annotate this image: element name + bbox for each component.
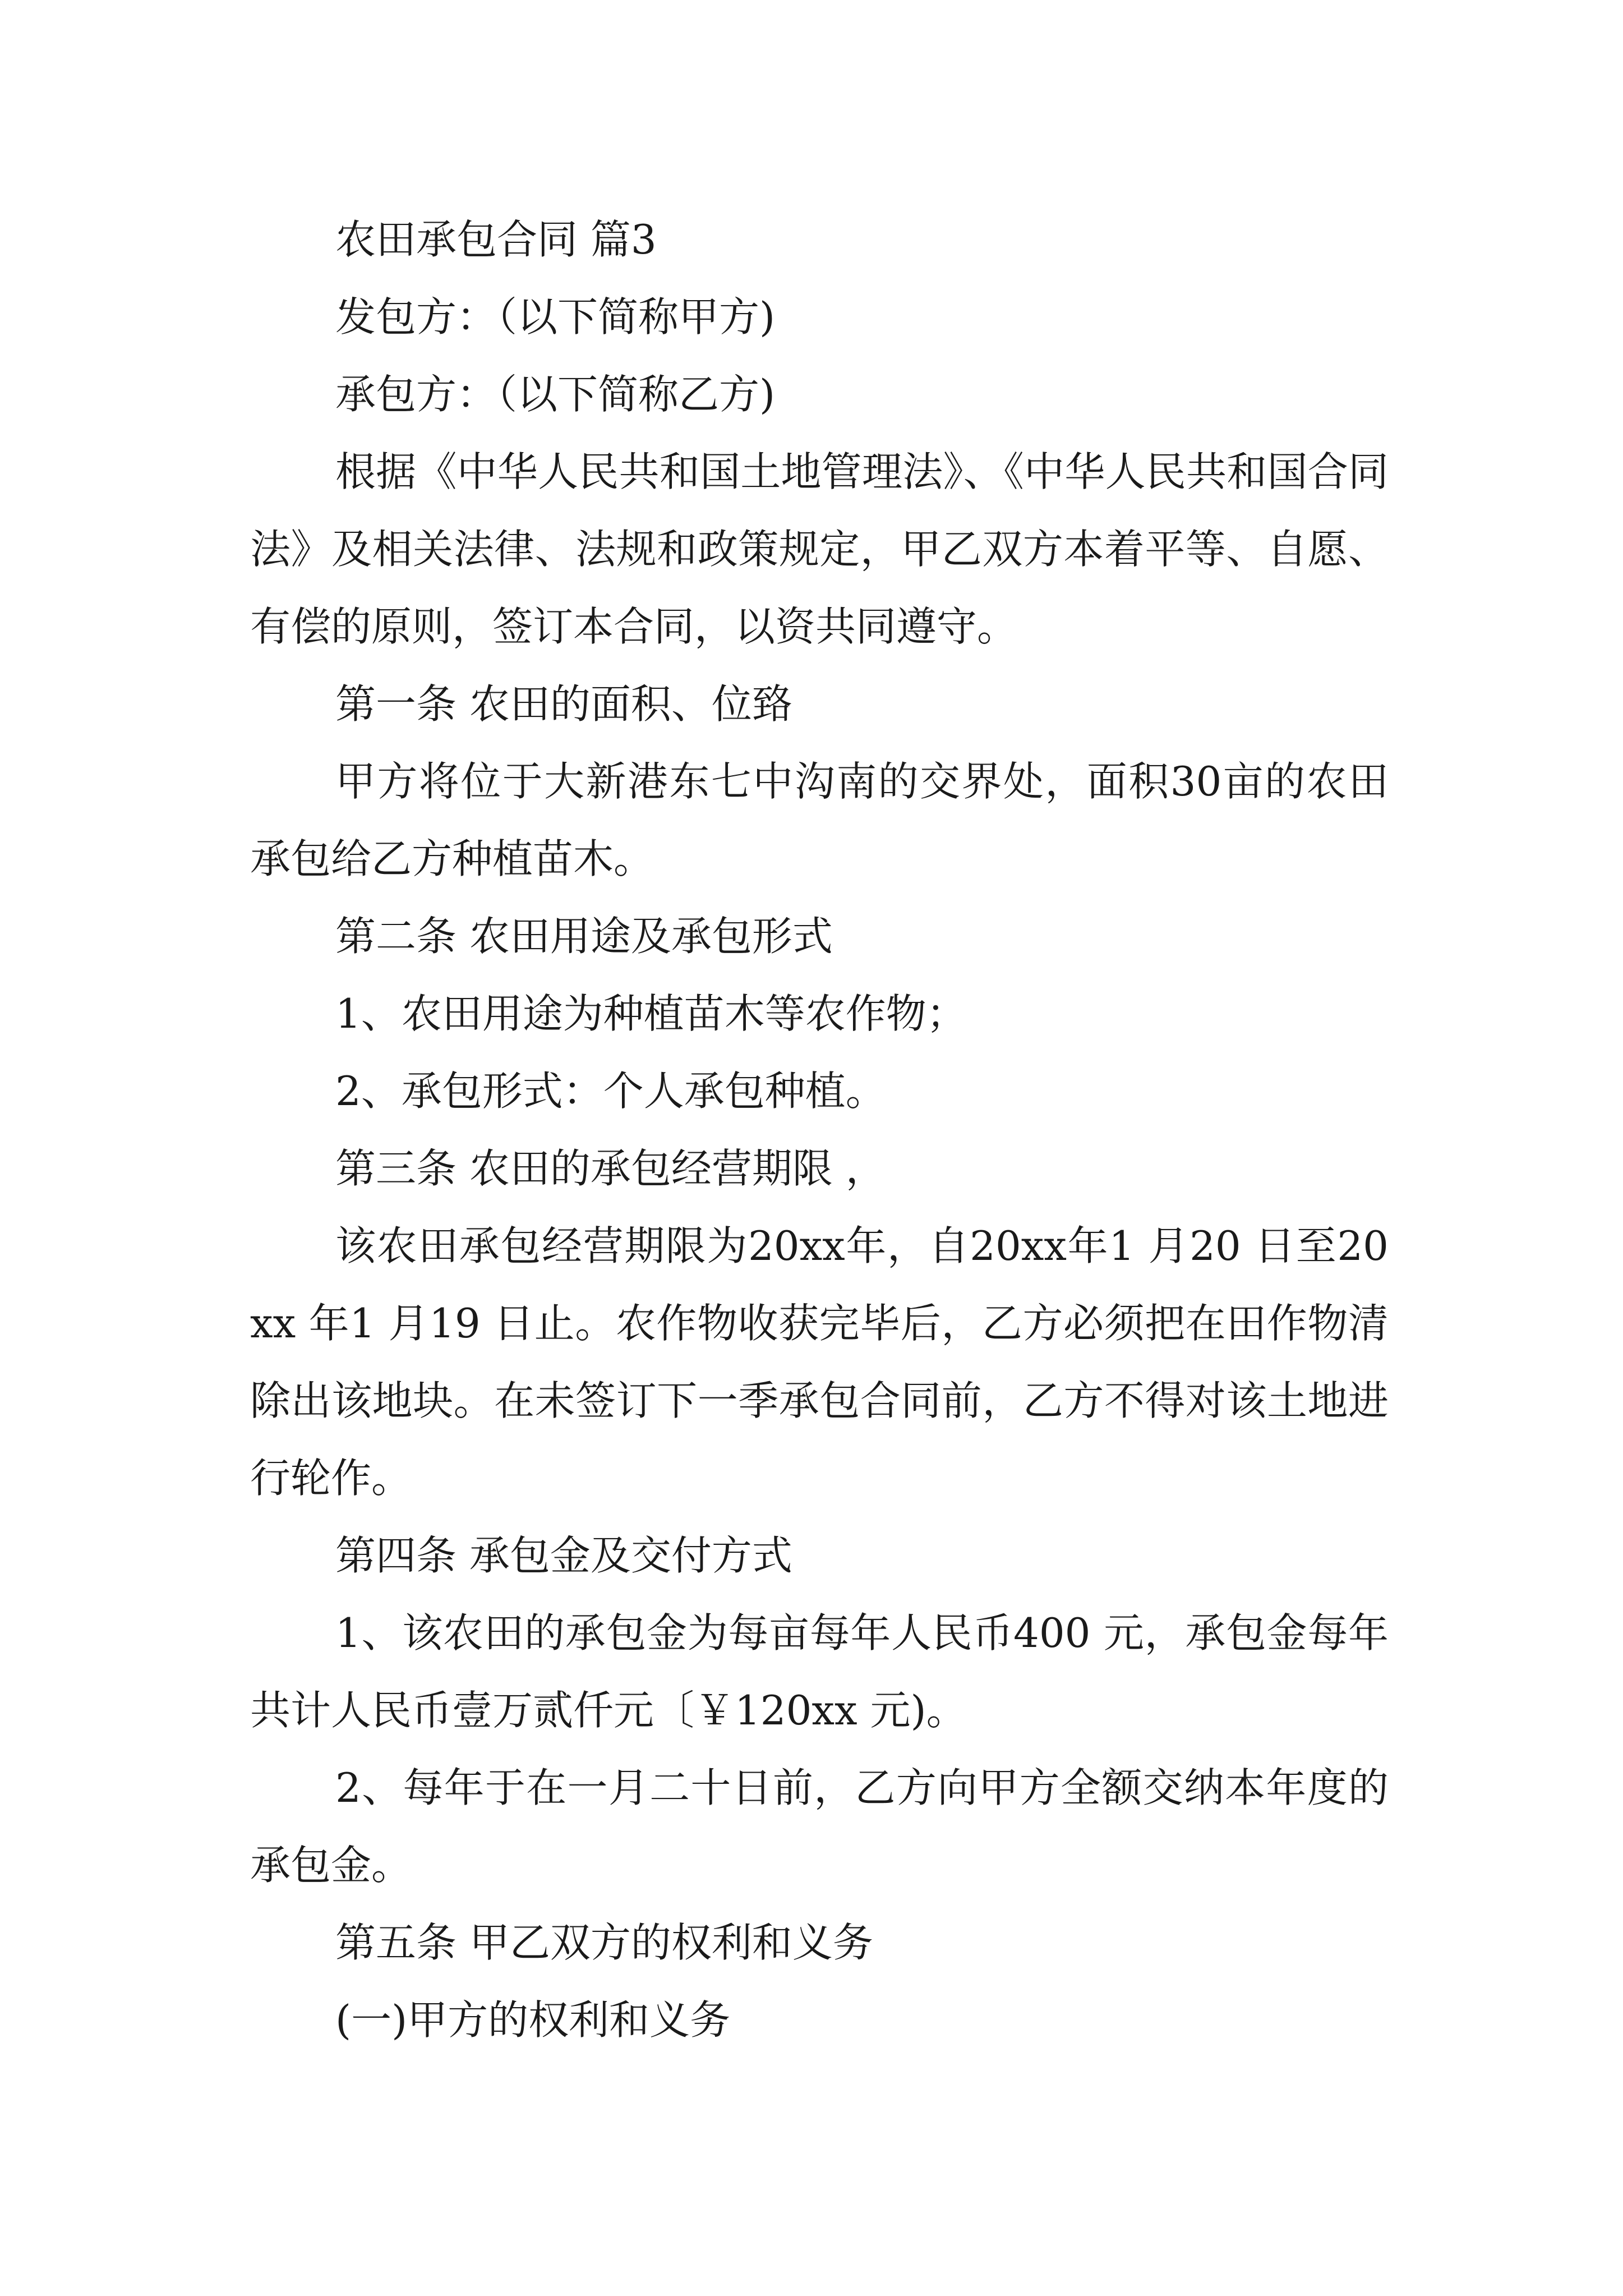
article-4-item-1: 1、该农田的承包金为每亩每年人民币400 元，承包金每年共计人民币壹万贰仟元〔￥120xx 元)。 <box>250 1609 1389 1734</box>
article-2-heading: 第二条 农田用途及承包形式 <box>335 913 833 960</box>
article-5-heading: 第五条 甲乙双方的权利和义务 <box>335 1919 873 1966</box>
contract-title: 农田承包合同 篇3 <box>335 216 657 263</box>
article-2-item-2: 2、承包形式：个人承包种植。 <box>335 1068 886 1115</box>
preamble-paragraph: 根据《中华人民共和国土地管理法》、《中华人民共和国合同法》及相关法律、法规和政策规定，甲乙双方本着平等、自愿、有偿的原则，签订本合同，以资共同遵守。 <box>250 448 1389 650</box>
party-b-line: 承包方：（以下简称乙方) <box>335 371 776 418</box>
article-4-item-2: 2、每年于在一月二十日前，乙方向甲方全额交纳本年度的承包金。 <box>250 1764 1389 1889</box>
document-body <box>250 201 1389 2059</box>
article-3-body: 该农田承包经营期限为20xx年，自20xx年1 月20 日至20xx 年1 月19 日止。农作物收获完毕后，乙方必须把在田作物清除出该地块。在未签订下一季承包合同前，乙方不得对该土地进行轮作。 <box>250 1222 1389 1502</box>
article-4-heading: 第四条 承包金及交付方式 <box>335 1532 792 1579</box>
article-5-subheading: (一)甲方的权利和义务 <box>335 1996 731 2044</box>
article-1-heading: 第一条 农田的面积、位臵 <box>335 680 792 728</box>
article-3-heading: 第三条 农田的承包经营期限 ， <box>335 1145 886 1192</box>
article-1-body: 甲方将位于大新港东七中沟南的交界处，面积30亩的农田承包给乙方种植苗木。 <box>250 758 1389 882</box>
party-a-line: 发包方：（以下简称甲方) <box>335 293 776 341</box>
article-2-item-1: 1、农田用途为种植苗木等农作物； <box>335 990 967 1037</box>
